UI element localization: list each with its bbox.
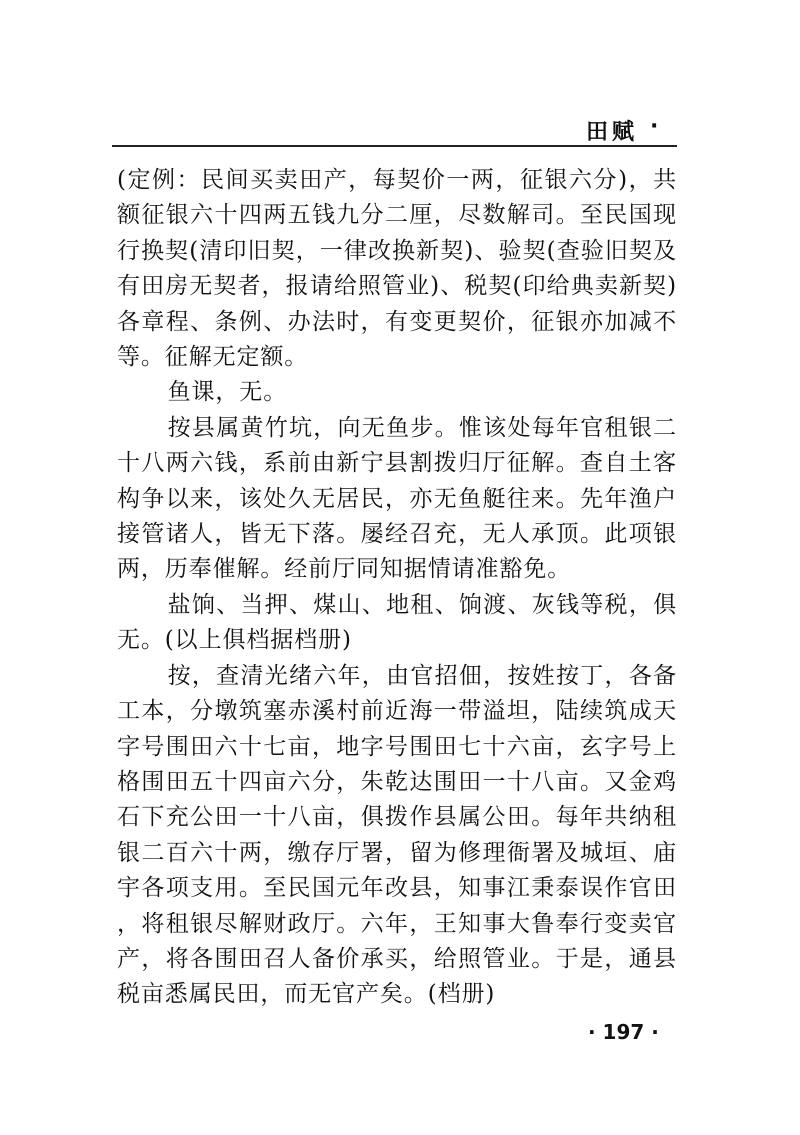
header-rule bbox=[112, 145, 677, 147]
paragraph-5: 按，查清光绪六年，由官招佃，按姓按丁，各备工本，分墩筑塞赤溪村前近海一带溢坦，陆续筑成天字号围田六十七亩，地字号围田七十六亩，玄字号上格围田五十四亩六分，朱乾达围田一十八亩。又金鸡石下充公田一十八亩，俱拨作县属公田。每年共纳租银二百六十两，缴存厅署，留为修理衙署及城垣、庙宇各项支用。至民国元年改县，知事江秉泰误作官田，将租银尽解财政厅。六年，王知事大鲁奉行变卖官产，将各围田召人备价承买，给照管业。于是，通县税亩悉属民田，而无官产矣。(档册) bbox=[117, 662, 677, 1008]
main-text bbox=[117, 163, 677, 1013]
paragraph-1: (定例：民间买卖田产，每契价一两，征银六分)，共额征银六十四两五钱九分二厘，尽数解司。至民国现行换契(清印旧契，一律改换新契)、验契(查验旧契及有田房无契者，报请给照管业)、税契(印给典卖新契)各章程、条例、办法时，有变更契价，征银亦加减不等。征解无定额。 bbox=[117, 167, 677, 371]
running-header bbox=[0, 0, 800, 150]
page-number: · 197 · bbox=[588, 1020, 659, 1044]
paragraph-3: 按县属黄竹坑，向无鱼步。惟该处每年官租银二十八两六钱，系前由新宁县割拨归厅征解。查自土客构争以来，该处久无居民，亦无鱼艇往来。先年渔户接管诸人，皆无下落。屡经召充，无人承顶。此项银两，历奉催解。经前厅同知据情请准豁免。 bbox=[117, 414, 677, 583]
running-header-title: 田赋 bbox=[586, 120, 639, 145]
paragraph-2: 鱼课，无。 bbox=[167, 379, 288, 406]
paragraph-4: 盐饷、当押、煤山、地租、饷渡、灰钱等税，俱无。(以上俱档据档册) bbox=[117, 591, 677, 654]
running-header-dot: · bbox=[650, 114, 659, 139]
